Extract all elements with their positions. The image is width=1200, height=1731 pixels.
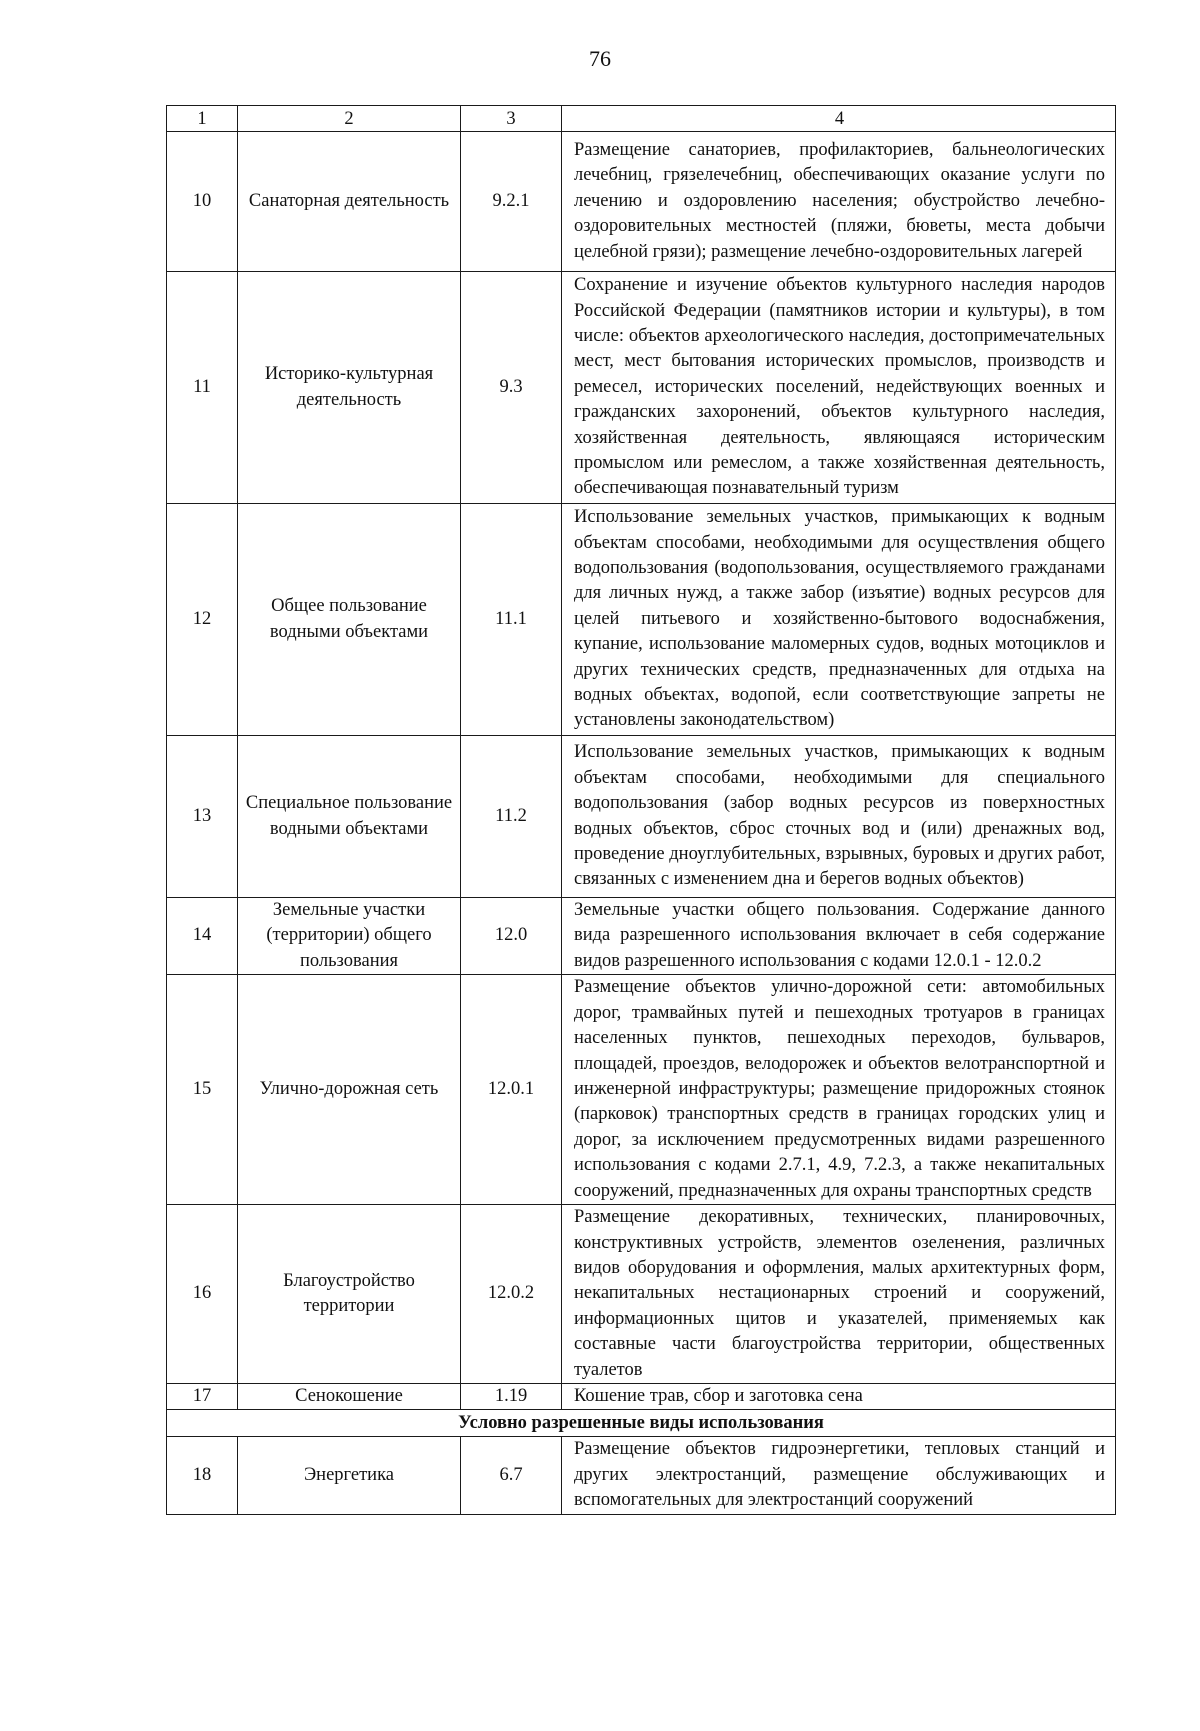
page-number: 76 — [589, 46, 611, 71]
row-code: 9.3 — [461, 272, 562, 504]
row-use-name: Земельные участки (территории) общего пользования — [238, 898, 461, 975]
table-row — [167, 132, 1116, 272]
table-row — [167, 1384, 1116, 1410]
table-row — [167, 898, 1116, 975]
row-code: 12.0.1 — [461, 975, 562, 1205]
conditional-rows — [167, 1437, 1116, 1514]
conditional-section — [167, 1410, 1116, 1437]
row-number: 16 — [167, 1205, 238, 1384]
land-use-table — [166, 105, 1116, 1515]
column-header-3: 3 — [461, 106, 562, 132]
row-description: Размещение декоративных, технических, планировочных, конструктивных устройств, элементов озеленения, различных видов оборудования и оформления, малых архитектурных форм, некапитальных нестационарных строений и сооружений, информационных щитов и указателей, применяемых как составные части благоустройства территории, общественных туалетов — [562, 1205, 1116, 1384]
row-description: Использование земельных участков, примыкающих к водным объектам способами, необходимыми для специального водопользования (забор водных ресурсов из поверхностных водных объектов, сброс сточных вод и (или) дренажных вод, проведение дноуглубительных, взрывных, буровых и других работ, связанных с изменением дна и берегов водных объектов) — [562, 736, 1116, 898]
row-code: 12.0.2 — [461, 1205, 562, 1384]
row-code: 9.2.1 — [461, 132, 562, 272]
row-description: Размещение санаториев, профилакториев, бальнеологических лечебниц, грязелечебниц, обеспечивающих оказание услуги по лечению и оздоровлению населения; обустройство лечебно-оздоровительных местностей (пляжи, бюветы, места добычи целебной грязи); размещение лечебно-оздоровительных лагерей — [562, 132, 1116, 272]
row-code: 11.1 — [461, 504, 562, 736]
row-use-name: Санаторная деятельность — [238, 132, 461, 272]
section-title: Условно разрешенные виды использования — [167, 1410, 1116, 1437]
row-code: 12.0 — [461, 898, 562, 975]
row-description: Кошение трав, сбор и заготовка сена — [562, 1384, 1116, 1410]
row-number: 18 — [167, 1437, 238, 1514]
table-row — [167, 1437, 1116, 1514]
column-header-2: 2 — [238, 106, 461, 132]
row-use-name: Благоустройство территории — [238, 1205, 461, 1384]
table-header-row — [167, 106, 1116, 132]
row-description: Сохранение и изучение объектов культурного наследия народов Российской Федерации (памятников истории и культуры), в том числе: объектов археологического наследия, достопримечательных мест, мест бытования исторических промыслов, производств и ремесел, исторических поселений, недействующих военных и гражданских захоронений, объектов культурного наследия, хозяйственная деятельность, являющаяся историческим промыслом или ремеслом, а также хозяйственная деятельность, обеспечивающая познавательный туризм — [562, 272, 1116, 504]
row-number: 15 — [167, 975, 238, 1205]
table-row — [167, 504, 1116, 736]
row-number: 13 — [167, 736, 238, 898]
table-row — [167, 1205, 1116, 1384]
row-description: Размещение объектов улично-дорожной сети: автомобильных дорог, трамвайных путей и пешеходных тротуаров в границах населенных пунктов, пешеходных переходов, бульваров, площадей, проездов, велодорожек и объектов велотранспортной и инженерной инфраструктуры; размещение придорожных стоянок (парковок) транспортных средств в границах городских улиц и дорог, за исключением предусмотренных видами разрешенного использования с кодами 2.7.1, 4.9, 7.2.3, а также некапитальных сооружений, предназначенных для охраны транспортных средств — [562, 975, 1116, 1205]
row-code: 6.7 — [461, 1437, 562, 1514]
row-number: 11 — [167, 272, 238, 504]
column-header-4: 4 — [562, 106, 1116, 132]
row-description: Земельные участки общего пользования. Содержание данного вида разрешенного использования включает в себя содержание видов разрешенного использования с кодами 12.0.1 - 12.0.2 — [562, 898, 1116, 975]
table-row — [167, 736, 1116, 898]
row-use-name: Историко-культурная деятельность — [238, 272, 461, 504]
section-row — [167, 1410, 1116, 1437]
row-number: 10 — [167, 132, 238, 272]
row-use-name: Сенокошение — [238, 1384, 461, 1410]
row-code: 11.2 — [461, 736, 562, 898]
row-number: 14 — [167, 898, 238, 975]
main-rows — [167, 132, 1116, 1410]
row-use-name: Улично-дорожная сеть — [238, 975, 461, 1205]
row-number: 17 — [167, 1384, 238, 1410]
row-use-name: Специальное пользование водными объектами — [238, 736, 461, 898]
row-description: Размещение объектов гидроэнергетики, тепловых станций и других электростанций, размещение обслуживающих и вспомогательных для электростанций сооружений — [562, 1437, 1116, 1514]
row-description: Использование земельных участков, примыкающих к водным объектам способами, необходимыми для осуществления общего водопользования (водопользования, осуществляемого гражданами для личных нужд, а также забор (изъятие) водных ресурсов для целей питьевого и хозяйственно-бытового водоснабжения, купание, использование маломерных судов, водных мотоциклов и других технических средств, предназначенных для отдыха на водных объектах, водопой, если соответствующие запреты не установлены законодательством) — [562, 504, 1116, 736]
row-use-name: Общее пользование водными объектами — [238, 504, 461, 736]
row-code: 1.19 — [461, 1384, 562, 1410]
table-row — [167, 975, 1116, 1205]
column-header-1: 1 — [167, 106, 238, 132]
table-row — [167, 272, 1116, 504]
row-use-name: Энергетика — [238, 1437, 461, 1514]
row-number: 12 — [167, 504, 238, 736]
